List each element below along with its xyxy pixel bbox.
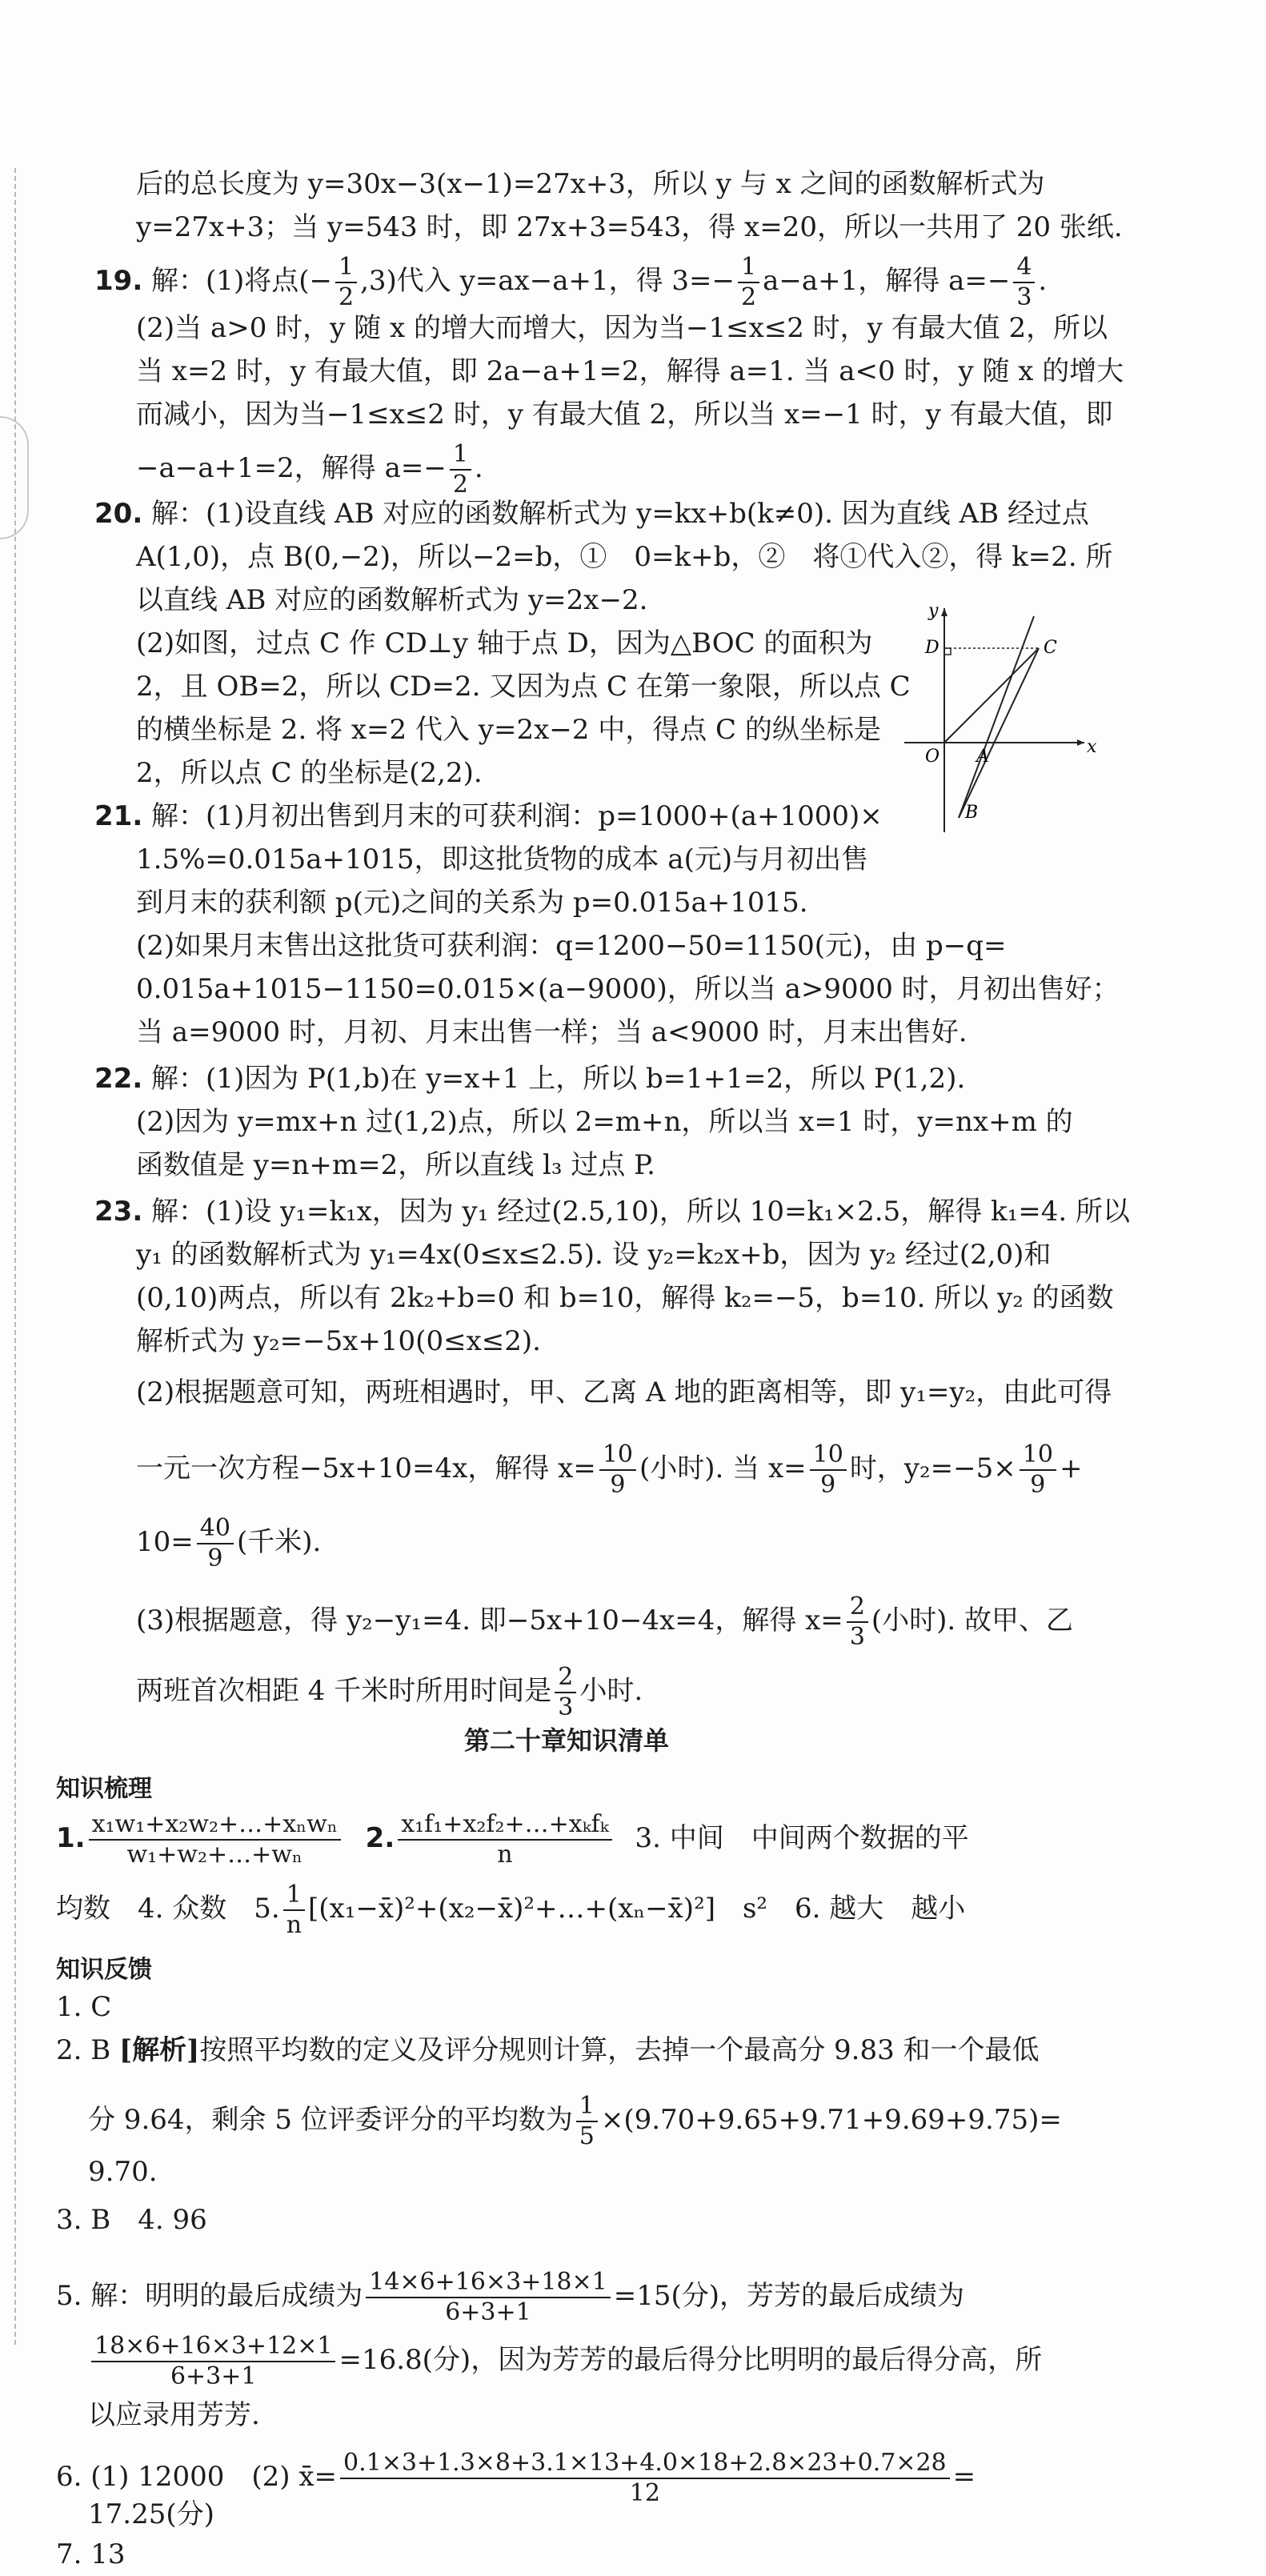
text-line: 7. 13: [56, 2538, 126, 2570]
question-19: [94, 253, 1047, 312]
text-line: 以应录用芳芳.: [88, 2399, 260, 2431]
right-angle-mark: [944, 648, 951, 655]
text: 解：(1)月初出售到月末的可获利润：p=1000+(a+1000)×: [151, 800, 883, 832]
text-line: (2)如果月末售出这批货可获利润：q=1200−50=1150(元)，由 p−q=: [136, 930, 1007, 962]
text-line: [56, 2268, 964, 2327]
numerator: 1: [576, 2092, 598, 2122]
denominator: w₁+w₂+…+wₙ: [126, 1841, 302, 1869]
numerator: x₁f₁+x₂f₂+…+xₖfₖ: [398, 1810, 611, 1841]
text-line: (2)当 a>0 时，y 随 x 的增大而增大，因为当−1≤x≤2 时，y 有最大值 2，所以: [136, 312, 1108, 344]
denominator: 6+3+1: [445, 2298, 531, 2326]
question-number: 19.: [94, 265, 143, 297]
label-a: A: [976, 747, 989, 767]
fraction: [450, 440, 471, 499]
text: 2. B: [56, 2034, 111, 2066]
line-bc: [959, 648, 1039, 818]
denominator: 3: [558, 1693, 574, 1721]
fraction: [599, 1440, 636, 1500]
text: 一元一次方程−5x+10=4x，解得 x=: [136, 1452, 596, 1484]
text: [(x₁−x̄)²+(x₂−x̄)²+…+(xₙ−x̄)²] s² 6. 越大 越小: [308, 1893, 966, 1925]
text: =15(分)，芳芳的最后成绩为: [613, 2280, 964, 2312]
text: 解：(1)将点(−: [151, 265, 332, 297]
text: −a−a+1=2，解得 a=−: [136, 452, 447, 484]
text: 解：(1)因为 P(1,b)在 y=x+1 上，所以 b=1+1=2，所以 P(1,2).: [151, 1063, 966, 1095]
y-axis-arrow: [941, 608, 947, 616]
fraction: [91, 2332, 335, 2391]
text-line: y₁ 的函数解析式为 y₁=4x(0≤x≤2.5). 设 y₂=k₂x+b，因为 y₂ 经过(2,0)和: [136, 1239, 1052, 1271]
text: 均数 4. 众数 5.: [56, 1893, 280, 1925]
denominator: 5: [579, 2122, 595, 2150]
chapter-title: 第二十章知识清单: [464, 1725, 670, 1756]
text: 解：(1)设 y₁=k₁x，因为 y₁ 经过(2.5,10)，所以 10=k₁×2.5，解得 k₁=4. 所以: [151, 1196, 1130, 1228]
text-line: [136, 1592, 1073, 1652]
text-line: 后的总长度为 y=30x−3(x−1)=27x+3，所以 y 与 x 之间的函数解析式为: [136, 168, 1045, 200]
question-20: [94, 496, 1089, 531]
label-b: B: [965, 803, 979, 823]
fraction: [847, 1592, 868, 1652]
numerator: 2: [555, 1663, 576, 1693]
text: 小时.: [579, 1675, 643, 1707]
question-21: [94, 799, 883, 834]
denominator: 6+3+1: [170, 2362, 257, 2390]
analysis-tag: [解析]: [119, 2034, 200, 2066]
text-line: [136, 1440, 1082, 1500]
coordinate-graph: [896, 600, 1104, 840]
text-line: 到月末的获利额 p(元)之间的关系为 p=0.015a+1015.: [136, 887, 808, 919]
x-axis-arrow: [1077, 739, 1084, 746]
numerator: 10: [599, 1440, 636, 1471]
text: 3. 中间 中间两个数据的平: [635, 1822, 969, 1854]
text-line: 1.5%=0.015a+1015，即这批货物的成本 a(元)与月初出售: [136, 843, 869, 875]
page-tab-decoration: [0, 416, 29, 539]
fraction: [366, 2268, 610, 2327]
numerator: 10: [1020, 1440, 1056, 1471]
numerator: 18×6+16×3+12×1: [91, 2332, 335, 2362]
fraction: [1020, 1440, 1056, 1500]
denominator: 3: [849, 1623, 865, 1651]
text: (小时). 当 x=: [639, 1452, 807, 1484]
label-d: D: [925, 638, 939, 658]
text-line: (0,10)两点，所以有 2k₂+b=0 和 b=10，解得 k₂=−5，b=10. 所以 y₂ 的函数: [136, 1282, 1114, 1314]
numerator: 1: [738, 253, 759, 283]
numerator: x₁w₁+x₂w₂+…+xₙwₙ: [89, 1810, 341, 1841]
label-c: C: [1044, 638, 1057, 658]
text: 分 9.64，剩余 5 位评委评分的平均数为: [88, 2104, 573, 2136]
text-line: y=27x+3；当 y=543 时，即 27x+3=543，得 x=20，所以一共用了 20 张纸.: [136, 211, 1123, 243]
text: 5. 解：明明的最后成绩为: [56, 2280, 363, 2312]
denominator: 9: [207, 1544, 223, 1572]
text-line: 3. B 4. 96: [56, 2204, 207, 2236]
text-line: 函数值是 y=n+m=2，所以直线 l₃ 过点 P.: [136, 1149, 655, 1181]
fraction: [555, 1663, 576, 1722]
text-line: [56, 2033, 1040, 2068]
text-line: 2，所以点 C 的坐标是(2,2).: [136, 757, 483, 789]
text-line: [136, 440, 483, 499]
text-line: [56, 1881, 965, 1940]
numerator: 1: [283, 1881, 305, 1911]
text-line: 2，且 OB=2，所以 CD=2. 又因为点 C 在第一象限，所以点 C: [136, 671, 911, 703]
label-o: O: [925, 747, 940, 767]
label-y: y: [928, 601, 939, 621]
text: 按照平均数的定义及评分规则计算，去掉一个最高分 9.83 和一个最低: [199, 2034, 1040, 2066]
fraction: [1013, 253, 1035, 312]
text: (千米).: [236, 1526, 322, 1558]
denominator: 2: [452, 471, 468, 499]
denominator: 9: [1030, 1471, 1046, 1499]
text: 10=: [136, 1526, 194, 1558]
question-22: [94, 1061, 965, 1096]
fraction: [89, 1810, 341, 1869]
item-number: 1.: [56, 1822, 86, 1854]
text: 两班首次相距 4 千米时所用时间是: [136, 1675, 552, 1707]
denominator: n: [286, 1911, 302, 1939]
question-number: 20.: [94, 498, 143, 530]
question-23: [94, 1194, 1130, 1229]
text-line: 17.25(分): [88, 2498, 214, 2530]
denominator: 2: [741, 283, 757, 311]
numerator: 4: [1013, 253, 1035, 283]
denominator: 9: [610, 1471, 626, 1499]
text-line: [56, 1810, 969, 1869]
denominator: 3: [1016, 283, 1032, 311]
fraction: [576, 2092, 598, 2151]
question-number: 23.: [94, 1196, 143, 1228]
text: 时，y₂=−5×: [849, 1452, 1016, 1484]
numerator: 14×6+16×3+18×1: [366, 2268, 610, 2298]
numerator: 1: [335, 253, 357, 283]
denominator: n: [497, 1841, 513, 1869]
section-heading: 知识反馈: [56, 1956, 152, 1984]
text-line: 当 a=9000 时，月初、月末出售一样；当 a<9000 时，月末出售好.: [136, 1016, 968, 1048]
question-number: 21.: [94, 800, 143, 832]
text-line: (2)根据题意可知，两班相遇时，甲、乙离 A 地的距离相等，即 y₁=y₂，由此可得: [136, 1376, 1112, 1408]
question-number: 22.: [94, 1063, 143, 1095]
text-line: 而减小，因为当−1≤x≤2 时，y 有最大值 2，所以当 x=−1 时，y 有最大值，即: [136, 399, 1113, 431]
fraction: [335, 253, 357, 312]
text: +: [1059, 1452, 1083, 1484]
fraction: [283, 1881, 305, 1940]
text: (小时). 故甲、乙: [871, 1604, 1074, 1637]
fraction: [738, 253, 759, 312]
numerator: 2: [847, 1592, 868, 1623]
text: =16.8(分)，因为芳芳的最后得分比明明的最后得分高，所: [339, 2344, 1043, 2376]
text-line: 以直线 AB 对应的函数解析式为 y=2x−2.: [136, 584, 648, 616]
text-line: [88, 2332, 1042, 2391]
text-line: (2)因为 y=mx+n 过(1,2)点，所以 2=m+n，所以当 x=1 时，y=nx+m 的: [136, 1106, 1073, 1138]
numerator: 1: [450, 440, 471, 471]
text: (3)根据题意，得 y₂−y₁=4. 即−5x+10−4x=4，解得 x=: [136, 1604, 843, 1637]
section-heading: 知识梳理: [56, 1775, 152, 1803]
text: =: [952, 2461, 976, 2493]
text: .: [1038, 265, 1048, 297]
fraction: [398, 1810, 611, 1869]
denominator: 2: [338, 283, 355, 311]
text-line: 1. C: [56, 1991, 112, 2023]
text: .: [474, 452, 483, 484]
denominator: 12: [629, 2479, 660, 2507]
text: ×(9.70+9.65+9.71+9.69+9.75)=: [600, 2104, 1062, 2136]
label-x: x: [1087, 737, 1097, 757]
text-line: A(1,0)，点 B(0,−2)，所以−2=b，① 0=k+b，② 将①代入②，得 k=2. 所: [136, 541, 1113, 573]
item-number: 2.: [365, 1822, 395, 1854]
text-line: 的横坐标是 2. 将 x=2 代入 y=2x−2 中，得点 C 的纵坐标是: [136, 714, 881, 746]
text: a−a+1，解得 a=−: [763, 265, 1011, 297]
fraction: [197, 1514, 234, 1573]
denominator: 9: [820, 1471, 836, 1499]
numerator: 40: [197, 1514, 234, 1544]
text-line: [88, 2092, 1062, 2151]
text-line: 0.015a+1015−1150=0.015×(a−9000)，所以当 a>9000 时，月初出售好；: [136, 973, 1120, 1005]
numerator: 10: [810, 1440, 847, 1471]
text-line: 9.70.: [88, 2156, 158, 2188]
numerator: 0.1×3+1.3×8+3.1×13+4.0×18+2.8×23+0.7×28: [340, 2449, 950, 2479]
fraction: [340, 2449, 950, 2508]
text-line: (2)如图，过点 C 作 CD⊥y 轴于点 D，因为△BOC 的面积为: [136, 627, 873, 659]
text-line: [136, 1663, 643, 1722]
text-line: 当 x=2 时，y 有最大值，即 2a−a+1=2，解得 a=1. 当 a<0 时，y 随 x 的增大: [136, 355, 1124, 387]
text: ,3)代入 y=ax−a+1，得 3=−: [360, 265, 735, 297]
text: 6. (1) 12000 (2) x̄=: [56, 2461, 338, 2493]
fraction: [810, 1440, 847, 1500]
text-line: [136, 1514, 321, 1573]
text-line: 解析式为 y₂=−5x+10(0≤x≤2).: [136, 1325, 541, 1357]
text: 解：(1)设直线 AB 对应的函数解析式为 y=kx+b(k≠0). 因为直线 AB 经过点: [151, 498, 1089, 530]
